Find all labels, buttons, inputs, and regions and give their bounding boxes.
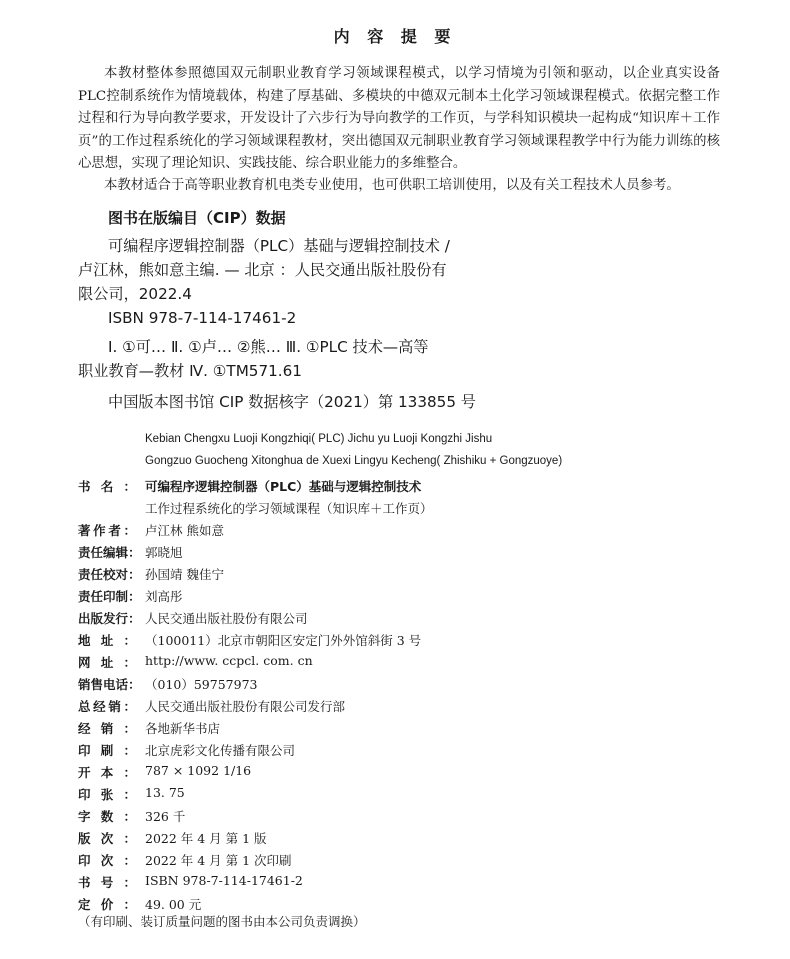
edition-label: 版 次 ： — [78, 831, 136, 846]
format-value: 787 × 1092 1/16 — [145, 763, 252, 778]
sheets-label: 印 张 ： — [78, 787, 136, 802]
page-title: 内 容 提 要 — [333, 27, 457, 46]
print-supervisor-label: 责 任 印 制 ： — [78, 589, 141, 604]
pinyin-title-line-1: Kebian Chengxu Luoji Kongzhiqi( PLC) Jichu yu Luoji Kongzhi Jishu — [145, 433, 493, 445]
book-title-value: 可编程序逻辑控制器（PLC）基础与逻辑控制技术 — [145, 479, 422, 494]
price-value: 49. 00 元 — [145, 897, 202, 912]
printing-value: 2022 年 4 月 第 1 次印刷 — [145, 853, 292, 868]
editor-value: 郭晓旭 — [145, 545, 183, 560]
cip-classification-1: Ⅰ. ①可… Ⅱ. ①卢… ②熊… Ⅲ. ①PLC 技术—高等 — [108, 338, 429, 356]
book-subtitle-value: 工作过程系统化的学习领域课程（知识库＋工作页） — [145, 501, 433, 516]
book-title-label: 书 名 ： — [78, 479, 136, 494]
sales-phone-label: 销 售 电 话 ： — [78, 677, 141, 692]
proofreaders-label: 责 任 校 对 ： — [78, 567, 141, 582]
cip-publisher-line: 限公司，2022.4 — [78, 285, 192, 303]
pinyin-title-line-2: Gongzuo Guocheng Xitonghua de Xuexi Lingyu Kecheng( Zhishiku + Gongzuoye) — [145, 455, 563, 467]
format-label: 开 本 ： — [78, 765, 136, 780]
editor-label: 责 任 编 辑 ： — [78, 545, 141, 560]
printer-label: 印 刷 ： — [78, 743, 136, 758]
summary-paragraph-1: 本教材整体参照德国双元制职业教育学习领域课程模式，以学习情境为引领和驱动，以企业真实设备PLC控制系统作为情境载体，构建了厚基础、多模块的中德双元制本土化学习领域课程模式。依据完整工作过程和行为导向教学要求，开发设计了六步行为导向教学的工作页，与学科知识模块一起构成“知识库＋工作页”的工作过程系统化的学习领域课程教材，突出德国双元制职业教育学习领域课程教学中行为能力训练的核心思想，实现了理论知识、实践技能、综合职业能力的多维整合。 — [78, 66, 720, 171]
edition-value: 2022 年 4 月 第 1 版 — [145, 831, 267, 846]
book-number-label: 书 号 ： — [78, 875, 136, 890]
cip-record-number: 中国版本图书馆 CIP 数据核字（2021）第 133855 号 — [108, 393, 476, 411]
address-value: （100011）北京市朝阳区安定门外外馆斜街 3 号 — [145, 633, 422, 648]
proofreaders-value: 孙国靖 魏佳宁 — [145, 567, 224, 582]
cip-heading: 图书在版编目（CIP）数据 — [108, 209, 286, 227]
distributor-value: 人民交通出版社股份有限公司发行部 — [145, 699, 346, 714]
quality-note: （有印刷、装订质量问题的图书由本公司负责调换） — [78, 914, 366, 929]
cip-classification-2: 职业教育—教材 Ⅳ. ①TM571.61 — [78, 362, 302, 380]
word-count-value: 326 千 — [145, 809, 186, 824]
cip-isbn: ISBN 978-7-114-17461-2 — [108, 309, 297, 327]
address-label: 地 址 ： — [78, 633, 136, 648]
retailer-value: 各地新华书店 — [145, 721, 221, 736]
cip-author-line: 卢江林，熊如意主编. — 北京 ：人民交通出版社股份有 — [78, 261, 447, 279]
website-value[interactable]: http://www. ccpcl. com. cn — [145, 653, 313, 668]
sales-phone-value: （010）59757973 — [145, 677, 258, 692]
print-supervisor-value: 刘高彤 — [145, 589, 183, 604]
authors-value: 卢江林 熊如意 — [145, 523, 224, 538]
retailer-label: 经 销 ： — [78, 721, 136, 736]
authors-label: 著 作 者 ： — [78, 523, 136, 538]
publisher-value: 人民交通出版社股份有限公司 — [145, 611, 308, 626]
cip-title-line: 可编程序逻辑控制器（PLC）基础与逻辑控制技术 / — [108, 237, 450, 255]
summary-paragraph-2: 本教材适合于高等职业教育机电类专业使用，也可供职工培训使用，以及有关工程技术人员参考。 — [104, 178, 680, 193]
price-label: 定 价 ： — [78, 897, 136, 912]
publisher-label: 出 版 发 行 ： — [78, 611, 141, 626]
website-label: 网 址 ： — [78, 655, 136, 670]
printer-value: 北京虎彩文化传播有限公司 — [145, 743, 296, 758]
word-count-label: 字 数 ： — [78, 809, 136, 824]
sheets-value: 13. 75 — [145, 785, 185, 800]
printing-label: 印 次 ： — [78, 853, 136, 868]
book-number-value: ISBN 978-7-114-17461-2 — [145, 873, 303, 888]
distributor-label: 总 经 销 ： — [78, 699, 136, 714]
